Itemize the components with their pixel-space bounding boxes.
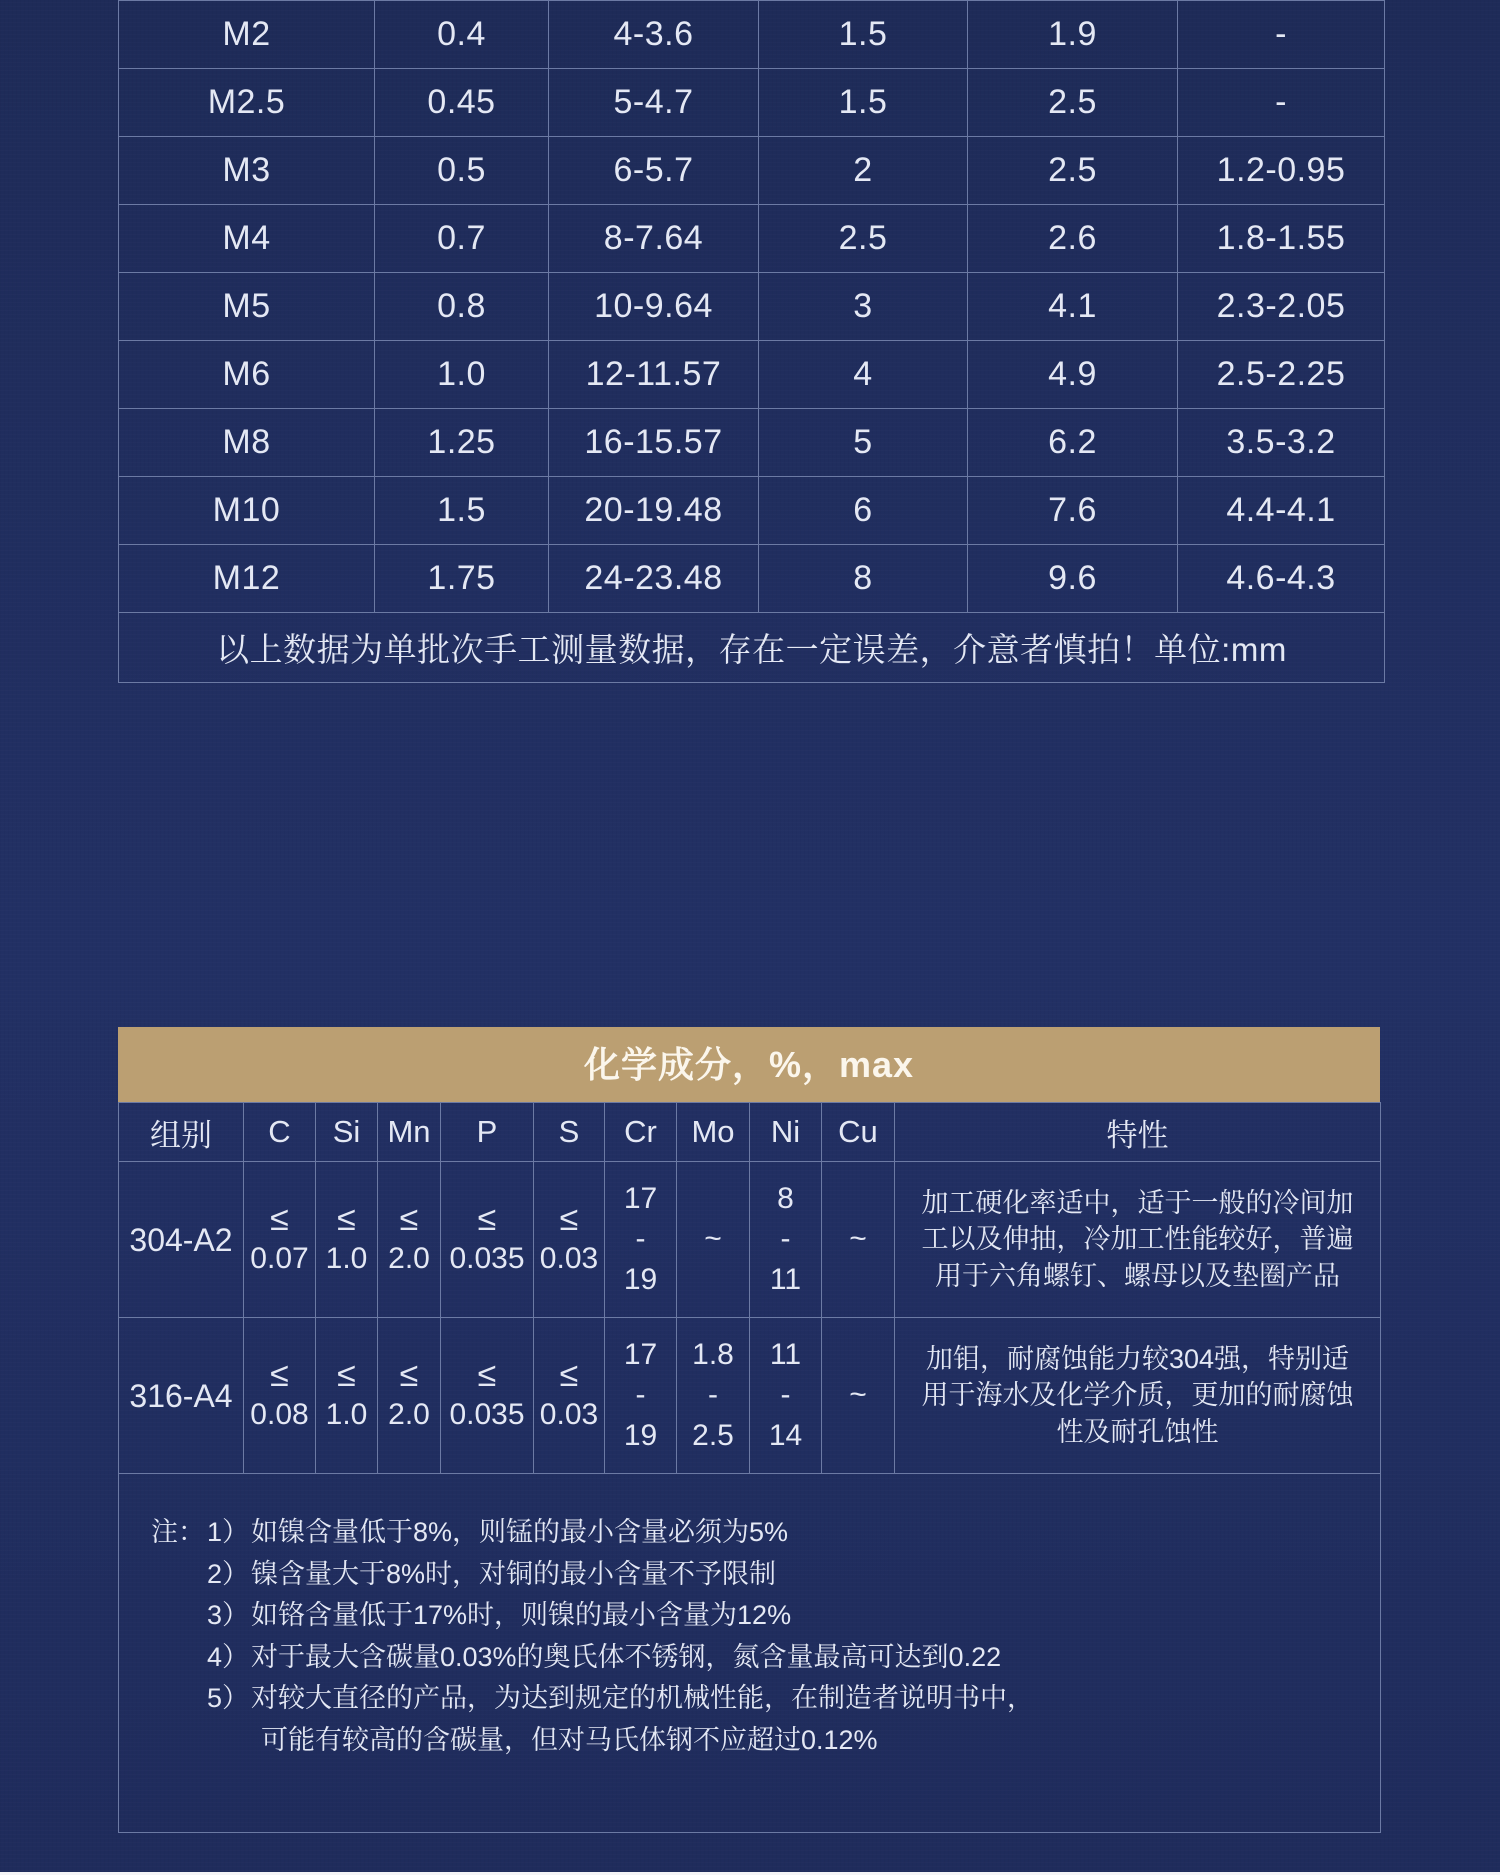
range-part: 19: [623, 1262, 658, 1296]
element-value: 0.035: [449, 1241, 525, 1275]
element-mn-cell: [378, 1162, 441, 1318]
dimension-note: 以上数据为单批次手工测量数据，存在一定误差，介意者慎拍！单位:mm: [119, 613, 1385, 683]
element-c-cell: [244, 1318, 316, 1474]
element-value: 0.07: [250, 1241, 309, 1275]
dimension-cell: 4.4-4.1: [1178, 477, 1385, 545]
dimension-cell: 7.6: [968, 477, 1178, 545]
dimension-cell: 3: [759, 273, 968, 341]
element-s-cell: [534, 1162, 605, 1318]
chem-header-cell: Cu: [822, 1103, 895, 1162]
dimension-cell: M4: [119, 205, 375, 273]
element-c-cell: [244, 1162, 316, 1318]
dimension-cell: 1.0: [375, 341, 549, 409]
dimension-cell: 0.5: [375, 137, 549, 205]
max-sign: ≤: [337, 1355, 356, 1394]
chem-header-cell: C: [244, 1103, 316, 1162]
chem-header-cell: Ni: [750, 1103, 822, 1162]
note-prefix: [151, 1637, 207, 1679]
note-prefix: 注：: [151, 1517, 205, 1547]
range-part: 14: [768, 1418, 803, 1452]
element-cr-cell: [605, 1318, 677, 1474]
element-value: 1.0: [325, 1241, 368, 1275]
element-value: 2.0: [388, 1241, 430, 1275]
note-line: [151, 1554, 1380, 1596]
dimension-cell: 5: [759, 409, 968, 477]
dimension-cell: 4-3.6: [549, 1, 759, 69]
dimension-cell: 1.8-1.55: [1178, 205, 1385, 273]
dimension-cell: 0.7: [375, 205, 549, 273]
note-number: 1）: [207, 1517, 250, 1547]
grade-cell: 316-A4: [119, 1318, 244, 1474]
range-part: 11: [769, 1337, 802, 1371]
range-part: 1.8: [692, 1337, 734, 1371]
dimension-row: [119, 477, 1385, 545]
range-part: 2.5: [692, 1418, 734, 1452]
note-prefix: [151, 1554, 207, 1596]
dimension-cell: 1.5: [759, 1, 968, 69]
property-line: 性及耐孔蚀性: [1056, 1416, 1219, 1447]
note-continuation: [151, 1720, 1380, 1762]
dimension-cell: 2.3-2.05: [1178, 273, 1385, 341]
element-si-cell: [316, 1162, 378, 1318]
element-value: 0.03: [539, 1241, 599, 1275]
dimension-cell: 9.6: [968, 545, 1178, 613]
range-part: 8: [777, 1181, 794, 1215]
note-number: 5）: [207, 1683, 250, 1713]
element-ni-cell: [750, 1162, 822, 1318]
dimension-cell: -: [1178, 69, 1385, 137]
range-part: 17: [623, 1337, 658, 1371]
max-sign: ≤: [270, 1355, 289, 1394]
dimension-table: [118, 0, 1385, 683]
chem-header-cell: 组别: [119, 1103, 244, 1162]
max-sign: ≤: [477, 1355, 497, 1394]
dimension-cell: 5-4.7: [549, 69, 759, 137]
dimension-cell: M2: [119, 1, 375, 69]
note-text: 对于最大含碳量0.03%的奥氏体不锈钢，氮含量最高可达到0.22: [251, 1641, 1002, 1672]
dimension-cell: 2.5-2.25: [1178, 341, 1385, 409]
range-part: 17: [623, 1181, 658, 1215]
element-p-cell: [441, 1318, 534, 1474]
note-line: [151, 1595, 1380, 1637]
dimension-row: [119, 545, 1385, 613]
dimension-cell: 12-11.57: [549, 341, 759, 409]
element-value: 2.0: [388, 1397, 430, 1431]
max-sign: ≤: [559, 1199, 579, 1238]
note-text: 对较大直径的产品，为达到规定的机械性能，在制造者说明书中，: [251, 1683, 1034, 1713]
dimension-cell: 4.9: [968, 341, 1178, 409]
chem-header-cell: 特性: [895, 1103, 1381, 1162]
property-line: 用于六角螺钉、螺母以及垫圈产品: [935, 1260, 1340, 1291]
range-value: ~: [849, 1222, 867, 1256]
max-sign: ≤: [477, 1199, 497, 1238]
dimension-row: [119, 137, 1385, 205]
element-p-cell: [441, 1162, 534, 1318]
dimension-cell: M10: [119, 477, 375, 545]
dimension-cell: 1.75: [375, 545, 549, 613]
dimension-cell: 1.9: [968, 1, 1178, 69]
max-sign: ≤: [337, 1199, 356, 1238]
dimension-cell: 1.25: [375, 409, 549, 477]
dimension-cell: 2.6: [968, 205, 1178, 273]
element-value: 0.03: [539, 1397, 599, 1431]
max-sign: ≤: [270, 1199, 289, 1238]
note-number: 4）: [207, 1641, 250, 1672]
dimension-cell: M8: [119, 409, 375, 477]
dimension-cell: 0.8: [375, 273, 549, 341]
chem-notes-row: [119, 1474, 1381, 1833]
note-number: 2）: [207, 1558, 250, 1589]
dimension-row: [119, 1, 1385, 69]
dimension-cell: 3.5-3.2: [1178, 409, 1385, 477]
dimension-row: [119, 205, 1385, 273]
chem-row: [119, 1162, 1381, 1318]
dimension-table-body: [119, 1, 1385, 683]
dimension-cell: 4: [759, 341, 968, 409]
note-line: [151, 1678, 1380, 1720]
element-s-cell: [534, 1318, 605, 1474]
max-sign: ≤: [399, 1355, 419, 1394]
property-line: 用于海水及化学介质，更加的耐腐蚀: [921, 1380, 1354, 1411]
note-line: [151, 1512, 1380, 1554]
chem-row: [119, 1318, 1381, 1474]
grade-cell: 304-A2: [119, 1162, 244, 1318]
property-line: 加钼，耐腐蚀能力较304强，特别适: [925, 1343, 1350, 1374]
element-cu-cell: [822, 1162, 895, 1318]
dimension-cell: 6.2: [968, 409, 1178, 477]
range-part: -: [635, 1222, 646, 1256]
dimension-cell: 1.5: [759, 69, 968, 137]
chem-header-cell: Mo: [677, 1103, 750, 1162]
dimension-cell: M12: [119, 545, 375, 613]
element-si-cell: [316, 1318, 378, 1474]
dimension-cell: 0.4: [375, 1, 549, 69]
property-cell: [895, 1162, 1381, 1318]
range-part: -: [635, 1378, 646, 1412]
element-cr-cell: [605, 1162, 677, 1318]
range-value: ~: [704, 1222, 722, 1256]
dimension-cell: 20-19.48: [549, 477, 759, 545]
note-text: 如镍含量低于8%，则锰的最小含量必须为5%: [251, 1517, 789, 1547]
max-sign: ≤: [559, 1355, 579, 1394]
dimension-cell: 8-7.64: [549, 205, 759, 273]
dimension-cell: 24-23.48: [549, 545, 759, 613]
dimension-cell: M3: [119, 137, 375, 205]
chem-table-header-row: [119, 1103, 1381, 1162]
note-line: [151, 1637, 1380, 1679]
chem-table-title: 化学成分，%，max: [118, 1027, 1380, 1102]
dimension-cell: 2.5: [968, 137, 1178, 205]
notes-list: [151, 1512, 1380, 1720]
dimension-cell: 4.6-4.3: [1178, 545, 1385, 613]
dimension-row: [119, 69, 1385, 137]
range-part: 11: [769, 1262, 802, 1296]
chem-header-cell: S: [534, 1103, 605, 1162]
dimension-cell: M5: [119, 273, 375, 341]
element-cu-cell: [822, 1318, 895, 1474]
dimension-cell: M6: [119, 341, 375, 409]
range-part: -: [780, 1222, 791, 1256]
chem-header-cell: P: [441, 1103, 534, 1162]
dimension-cell: 0.45: [375, 69, 549, 137]
element-value: 0.08: [250, 1397, 309, 1431]
chem-header-cell: Cr: [605, 1103, 677, 1162]
element-value: 1.0: [325, 1397, 368, 1431]
dimension-cell: 1.5: [375, 477, 549, 545]
dimension-cell: 16-15.57: [549, 409, 759, 477]
property-line: 加工硬化率适中，适于一般的冷间加: [921, 1187, 1354, 1218]
dimension-cell: 1.2-0.95: [1178, 137, 1385, 205]
note-prefix: [151, 1678, 207, 1720]
dimension-cell: 2.5: [759, 205, 968, 273]
chemical-composition-table: [118, 1102, 1381, 1833]
chem-notes: [119, 1474, 1381, 1833]
dimension-cell: 8: [759, 545, 968, 613]
element-mo-cell: [677, 1162, 750, 1318]
note-text: 镍含量大于8%时，对铜的最小含量不予限制: [251, 1558, 777, 1589]
dimension-cell: M2.5: [119, 69, 375, 137]
dimension-cell: 2: [759, 137, 968, 205]
chem-header-cell: Mn: [378, 1103, 441, 1162]
element-value: 0.035: [449, 1397, 525, 1431]
dimension-cell: 6-5.7: [549, 137, 759, 205]
dimension-cell: 4.1: [968, 273, 1178, 341]
property-cell: [895, 1318, 1381, 1474]
max-sign: ≤: [399, 1199, 419, 1238]
dimension-cell: 2.5: [968, 69, 1178, 137]
dimension-cell: 10-9.64: [549, 273, 759, 341]
note-number: 3）: [207, 1600, 250, 1630]
note-text: 如铬含量低于17%时，则镍的最小含量为12%: [251, 1600, 792, 1630]
dimension-row: [119, 273, 1385, 341]
range-part: 19: [623, 1418, 658, 1452]
range-part: -: [780, 1378, 791, 1412]
chem-header-cell: Si: [316, 1103, 378, 1162]
dimension-cell: 6: [759, 477, 968, 545]
note-prefix: [151, 1595, 207, 1637]
range-part: -: [708, 1378, 718, 1412]
chemical-composition-section: [118, 1027, 1380, 1833]
dimension-note-row: [119, 613, 1385, 683]
element-mn-cell: [378, 1318, 441, 1474]
range-value: ~: [849, 1378, 867, 1412]
chem-table-body: [119, 1162, 1381, 1833]
dimension-row: [119, 409, 1385, 477]
note-continuation-text: 可能有较高的含碳量，但对马氏体钢不应超过0.12%: [261, 1724, 878, 1755]
dimension-row: [119, 341, 1385, 409]
element-mo-cell: [677, 1318, 750, 1474]
dimension-cell: -: [1178, 1, 1385, 69]
property-line: 工以及伸抽，冷加工性能较好，普遍: [921, 1224, 1354, 1255]
element-ni-cell: [750, 1318, 822, 1474]
